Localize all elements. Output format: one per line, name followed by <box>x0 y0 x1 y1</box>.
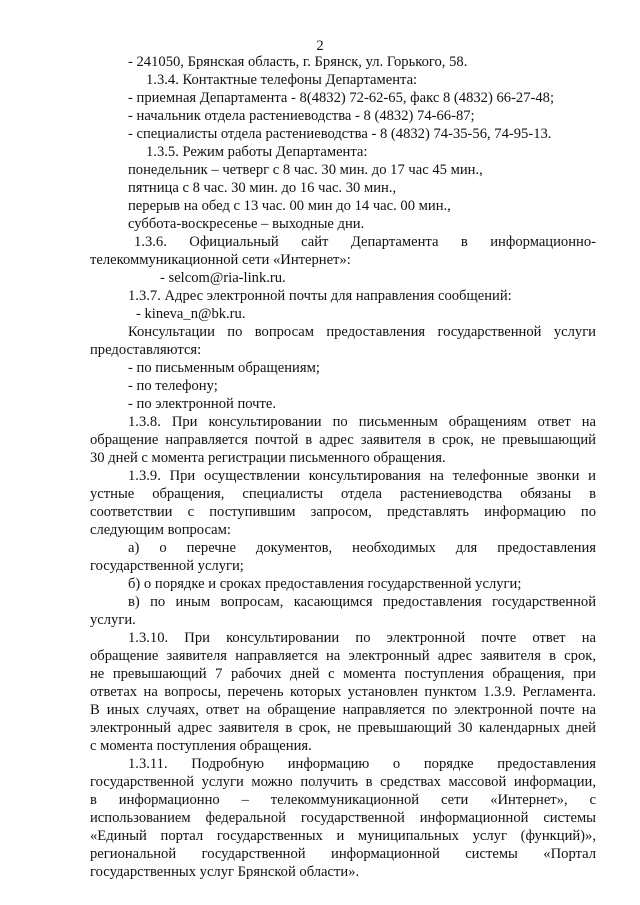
text-line: суббота-воскресенье – выходные дни. <box>128 216 365 232</box>
text-line: 1.3.7. Адрес электронной почты для направления сообщений: <box>128 288 512 304</box>
text-line: - 241050, Брянская область, г. Брянск, ул. Горького, 58. <box>128 54 468 70</box>
text-line: понедельник – четверг с 8 час. 30 мин. до 17 час 45 мин., <box>128 162 483 178</box>
text-line: использованием федеральной государственной информационной системы <box>90 810 596 826</box>
text-line: 1.3.11. Подробную информацию о порядке предоставления <box>128 756 596 772</box>
text-line: в информационно – телекоммуникационной сети «Интернет», с <box>90 792 596 808</box>
text-line: - selcom@ria-link.ru. <box>160 270 286 286</box>
text-line: государственной услуги можно получить в средствах массовой информации, <box>90 774 596 790</box>
text-line: - приемная Департамента - 8(4832) 72-62-65, факс 8 (4832) 66-27-48; <box>128 90 555 106</box>
text-line: - по телефону; <box>128 378 218 394</box>
text-line: 1.3.4. Контактные телефоны Департамента: <box>146 72 418 88</box>
text-line: пятница с 8 час. 30 мин. до 16 час. 30 мин., <box>128 180 397 196</box>
text-line: не превышающий 7 рабочих дней с момента поступления обращения, при <box>90 666 596 682</box>
text-line: - по электронной почте. <box>128 396 277 412</box>
text-line: Консультации по вопросам предоставления государственной услуги <box>128 324 596 340</box>
text-line: соответствии с поступившим запросом, представлять информацию по <box>90 504 596 520</box>
text-line: - начальник отдела растениеводства - 8 (4832) 74-66-87; <box>128 108 475 124</box>
text-line: перерыв на обед с 13 час. 00 мин до 14 час. 00 мин., <box>128 198 451 214</box>
text-line: с момента поступления обращения. <box>90 738 312 754</box>
text-line: телекоммуникационной сети «Интернет»: <box>90 252 351 268</box>
document-body <box>90 53 596 881</box>
text-line: обращение заявителя направляется на электронный адрес заявителя в срок, <box>90 648 596 664</box>
text-line: 1.3.6. Официальный сайт Департамента в информационно- <box>134 234 596 250</box>
text-line: а) о перечне документов, необходимых для предоставления <box>128 540 596 556</box>
text-line: 1.3.5. Режим работы Департамента: <box>146 144 368 160</box>
text-line: государственной услуги; <box>90 558 244 574</box>
text-line: В иных случаях, ответ на обращение направляется по электронной почте на <box>90 702 596 718</box>
text-line: - kineva_n@bk.ru. <box>136 306 246 322</box>
text-line: государственных услуг Брянской области». <box>90 864 360 880</box>
text-line: 1.3.10. При консультировании по электронной почте ответ на <box>128 630 596 646</box>
text-line: - по письменным обращениям; <box>128 360 320 376</box>
text-line: региональной государственной информационной системы «Портал <box>90 846 596 862</box>
text-line: в) по иным вопросам, касающимся предоставления государственной <box>128 594 596 610</box>
text-line: «Единый портал государственных и муниципальных услуг (функций)», <box>90 828 596 844</box>
text-line: предоставляются: <box>90 342 202 358</box>
text-line: услуги. <box>90 612 136 628</box>
text-line: б) о порядке и сроках предоставления государственной услуги; <box>128 576 522 592</box>
text-line: устные обращения, специалисты отдела растениеводства обязаны в <box>90 486 596 502</box>
text-line: - специалисты отдела растениеводства - 8 (4832) 74-35-56, 74-95-13. <box>128 126 552 142</box>
text-line: электронный адрес заявителя в срок, не превышающий 30 календарных дней <box>90 720 596 736</box>
page-number: 2 <box>316 38 324 54</box>
text-line: ответах на вопросы, перечень которых установлен пунктом 1.3.9. Регламента. <box>90 684 596 700</box>
text-line: обращение направляется почтой в адрес заявителя в срок, не превышающий <box>90 432 596 448</box>
text-line: 1.3.8. При консультировании по письменным обращениям ответ на <box>128 414 596 430</box>
text-line: 30 дней с момента регистрации письменного обращения. <box>90 450 446 466</box>
text-line: следующим вопросам: <box>90 522 231 538</box>
text-line: 1.3.9. При осуществлении консультирования на телефонные звонки и <box>128 468 596 484</box>
